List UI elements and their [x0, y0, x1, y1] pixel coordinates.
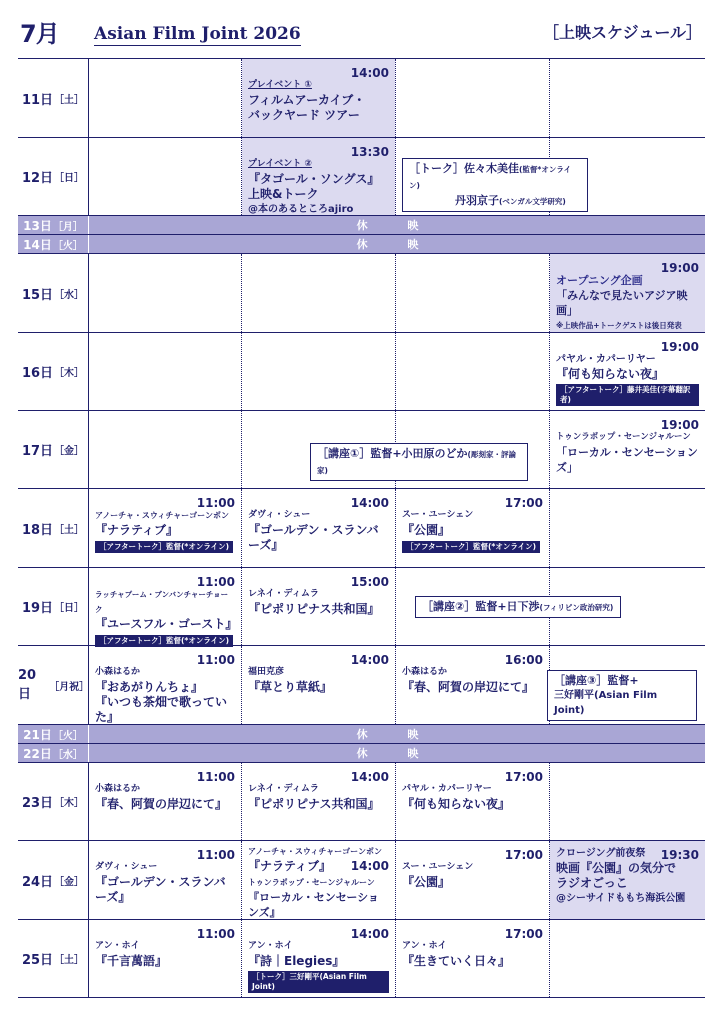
- row-15: 15日 ［水］ 19:00 オープニング企画 「みんなで見たいアジア映画」 ※上映作品+トークゲストは後日発表: [18, 253, 705, 332]
- event-cell[interactable]: 17:00 パヤル・カパーリヤー 『何も知らない夜』: [402, 770, 543, 811]
- event-title: Asian Film Joint 2026: [94, 24, 301, 44]
- schedule-grid: [18, 58, 705, 1005]
- date-cell: 11日 ［土］: [21, 92, 85, 108]
- lecture-callout: ［講座③］監督+ 三好剛平(Asian Film Joint): [547, 670, 697, 721]
- month-label: 7月: [20, 20, 59, 48]
- event-cell[interactable]: 17:00 スー・ユーシェン 『公園』: [402, 848, 543, 889]
- event-cell[interactable]: 14:00 レネイ・ディムラ 『ピポリピナス共和国』: [248, 770, 389, 811]
- lecture-callout: ［講座①］監督+小田原のどか(彫刻家・評論家): [310, 443, 528, 481]
- event-cell[interactable]: 15:00 レネイ・ディムラ 『ピポリピナス共和国』: [248, 575, 389, 616]
- event-cell[interactable]: アノーチャ・スウィチャーゴーンポン 『ナラティブ』 トゥンラポップ・セーンジャルーン 14:00 『ローカル・センセーションズ』: [248, 847, 389, 919]
- event-cell[interactable]: 11:00 ラッチャプーム・ブンバンチャーチョーク 『ユースフル・ゴースト』 ［アフタートーク］監督(*オンライン): [95, 575, 238, 645]
- schedule-label: ［上映スケジュール］: [542, 23, 702, 42]
- row-12: [18, 137, 705, 215]
- closed-row-14: 14日 ［火］ 休 映: [18, 234, 705, 253]
- row-18: 18日 ［土］ 11:00 アノーチャ・スウィチャーゴーンポン 『ナラティブ』 ［アフタートーク］監督(*オンライン) 14:00 ダヴィ・シュー 『ゴールデン・スランバーズ』 17:00 スー・ユーシェン 『公園』 ［アフタートーク］監督(*オンライン): [18, 488, 705, 567]
- event-cell[interactable]: 19:00 オープニング企画 「みんなで見たいアジア映画」 ※上映作品+トークゲストは後日発表: [550, 254, 705, 332]
- row-19: 19日 ［日］ 11:00 ラッチャプーム・ブンバンチャーチョーク 『ユースフル・ゴースト』 ［アフタートーク］監督(*オンライン) 15:00 レネイ・ディムラ 『ピポリピナス共和国』 ［講座②］監督+日下渉(フィリピン政治研究): [18, 567, 705, 645]
- event-cell[interactable]: 11:00 ダヴィ・シュー 『ゴールデン・スランバーズ』: [95, 848, 235, 904]
- closed-row-22: 22日 ［水］ 休 映: [18, 743, 705, 762]
- event-cell[interactable]: 19:30 クロージング前夜祭 映画『公園』の気分で ラジオごっこ @シーサイドももち海浜公園: [550, 841, 705, 919]
- event-cell[interactable]: 11:00 アノーチャ・スウィチャーゴーンポン 『ナラティブ』 ［アフタートーク］監督(*オンライン): [95, 496, 235, 551]
- row-25: 25日 ［土］ 11:00 アン・ホイ 『千言萬語』 14:00 アン・ホイ 『詩｜Elegies』 ［トーク］三好剛平(Asian Film Joint) 17:00 アン・ホイ 『生きていく日々』: [18, 919, 705, 998]
- page-header: [0, 0, 724, 60]
- row-16: 16日 ［木］ 19:00 パヤル・カパーリヤー 『何も知らない夜』 ［アフタートーク］藤井美佳(字幕翻訳者): [18, 332, 705, 410]
- row-23: 23日 ［木］ 11:00 小森はるか 『春、阿賀の岸辺にて』 14:00 レネイ・ディムラ 『ピポリピナス共和国』 17:00 パヤル・カパーリヤー 『何も知らない夜』: [18, 762, 705, 840]
- event-cell[interactable]: 11:00 小森はるか 『春、阿賀の岸辺にて』: [95, 770, 235, 811]
- event-cell[interactable]: 14:00 ダヴィ・シュー 『ゴールデン・スランバーズ』: [248, 496, 389, 552]
- event-cell[interactable]: 13:30 プレイベント ② 『タゴール・ソングス』 上映&トーク @本のあるところajiro: [242, 138, 395, 215]
- event-cell[interactable]: 11:00 小森はるか 『おあがりんちょ』 『いつも茶畑で歌っていた』: [95, 653, 235, 724]
- event-cell[interactable]: 14:00 アン・ホイ 『詩｜Elegies』 ［トーク］三好剛平(Asian Film Joint): [248, 927, 389, 991]
- row-20: 20日 ［月祝］ 11:00 小森はるか 『おあがりんちょ』 『いつも茶畑で歌っていた』 14:00 福田克彦 『草とり草紙』 16:00 小森はるか 『春、阿賀の岸辺にて』 ［講座③］監督+ 三好剛平(Asian Film Joint): [18, 645, 705, 724]
- row-11: [18, 58, 705, 137]
- event-cell[interactable]: 16:00 小森はるか 『春、阿賀の岸辺にて』: [402, 653, 543, 694]
- event-cell[interactable]: 17:00 スー・ユーシェン 『公園』 ［アフタートーク］監督(*オンライン): [402, 496, 543, 551]
- talk-callout: ［トーク］佐々木美佳(監督*オンライン) 丹羽京子(ベンガル文学研究): [402, 158, 588, 212]
- closed-row-13: 13日 ［月］ 休 映: [18, 215, 705, 234]
- event-cell[interactable]: 14:00 福田克彦 『草とり草紙』: [248, 653, 389, 694]
- row-24: 24日 ［金］ 11:00 ダヴィ・シュー 『ゴールデン・スランバーズ』 アノーチャ・スウィチャーゴーンポン 『ナラティブ』 トゥンラポップ・セーンジャルーン 14:00 『ローカル・センセーションズ』 17:00 スー・ユーシェン 『公園』 19:30 クロージング前夜祭 映画『公園』の気分で ラジオごっこ @シーサイドももち海浜公園: [18, 840, 705, 919]
- lecture-callout: ［講座②］監督+日下渉(フィリピン政治研究): [415, 596, 621, 618]
- date-cell: 12日 ［日］: [21, 171, 85, 186]
- event-cell[interactable]: 19:00 トゥンラポップ・セーンジャルーン 「ローカル・センセーションズ」: [556, 418, 699, 474]
- event-cell[interactable]: 11:00 アン・ホイ 『千言萬語』: [95, 927, 235, 968]
- event-cell[interactable]: 17:00 アン・ホイ 『生きていく日々』: [402, 927, 543, 968]
- closed-row-21: 21日 ［火］ 休 映: [18, 724, 705, 743]
- row-17: 17日 ［金］ 19:00 トゥンラポップ・セーンジャルーン 「ローカル・センセーションズ」 ［講座①］監督+小田原のどか(彫刻家・評論家): [18, 410, 705, 488]
- event-cell[interactable]: 14:00 プレイベント ① フィルムアーカイブ・ バックヤード ツアー: [242, 59, 395, 137]
- event-cell[interactable]: 19:00 パヤル・カパーリヤー 『何も知らない夜』 ［アフタートーク］藤井美佳(字幕翻訳者): [556, 340, 699, 404]
